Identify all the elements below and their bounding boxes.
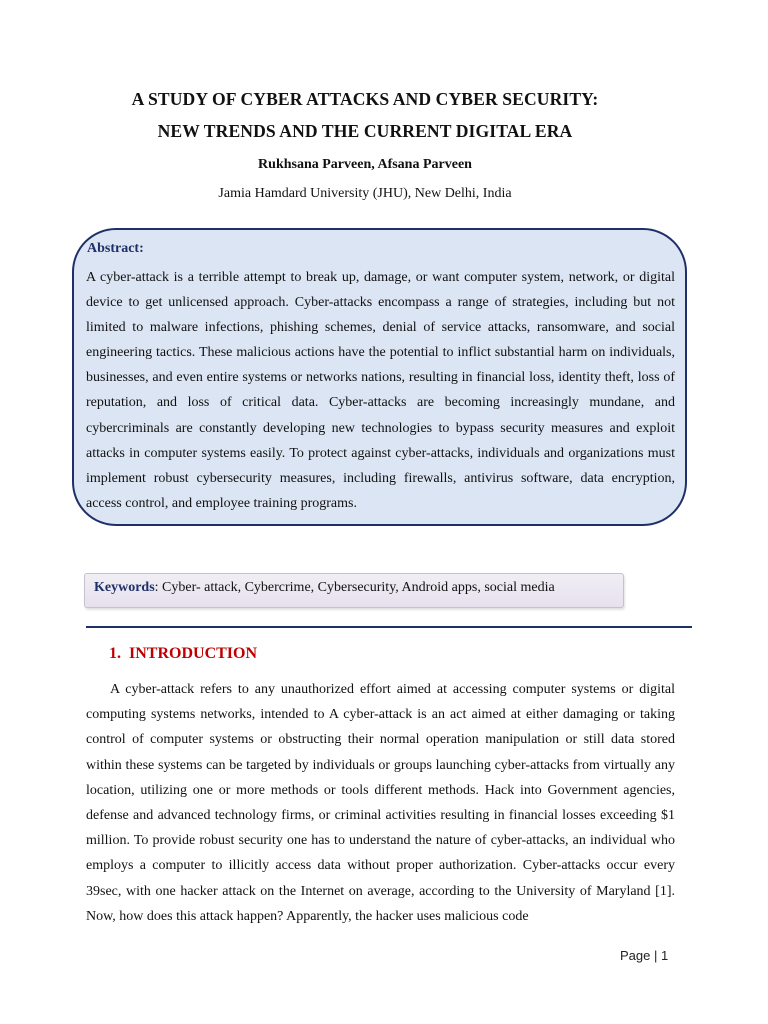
authors: Rukhsana Parveen, Afsana Parveen <box>258 157 472 172</box>
keywords-list: : Cyber- attack, Cybercrime, Cybersecurity, Android apps, social media <box>154 580 555 595</box>
keywords-line <box>94 580 555 596</box>
paper-title-line-2: NEW TRENDS AND THE CURRENT DIGITAL ERA <box>157 121 573 141</box>
introduction-body: A cyber-attack refers to any unauthorized effort aimed at accessing computer systems or digital computing systems networks, intended to A cyber-attack is an act aimed at either damaging or taking control of computer systems or obstructing their normal operation manipulation or still data stored within these systems can be targeted by individuals or groups launching cyber-attacks from virtually any location, utilizing one or more methods or tools different methods. Hack into Government agencies, defense and advanced technology firms, or criminal activities resulting in financial losses exceeding $1 million. To provide robust security one has to understand the nature of cyber-attacks, an individual who employs a computer to illicitly access data without proper authorization. Cyber-attacks occur every 39sec, with one hacker attack on the Internet on average, according to the University of Maryland [1]. Now, how does this attack happen? Apparently, the hacker uses malicious code <box>86 682 675 924</box>
affiliation: Jamia Hamdard University (JHU), New Delhi, India <box>218 186 512 201</box>
page-number: Page | 1 <box>620 948 669 963</box>
keywords-box <box>84 573 624 608</box>
abstract-body: A cyber-attack is a terrible attempt to break up, damage, or want computer system, network, or digital device to get unlicensed approach. Cyber-attacks encompass a range of strategies, including but not limited to malware infections, phishing schemes, denial of service attacks, ransomware, and social engineering tactics. These malicious actions have the potential to inflict substantial harm on individuals, businesses, and even entire systems or networks nations, resulting in financial loss, identity theft, loss of reputation, and loss of critical data. Cyber-attacks are becoming increasingly mundane, and cybercriminals are constantly developing new technologies to bypass security measures and exploit attacks in computer systems easily. To protect against cyber-attacks, individuals and organizations must implement robust cybersecurity measures, including firewalls, antivirus software, data encryption, access control, and employee training programs. <box>86 270 675 511</box>
section-heading-introduction <box>109 645 257 663</box>
keywords-label: Keywords <box>94 580 155 595</box>
section-divider <box>86 626 692 628</box>
section-title: INTRODUCTION <box>129 645 258 662</box>
paper-title-line-1: A STUDY OF CYBER ATTACKS AND CYBER SECURITY: <box>131 89 599 109</box>
section-number: 1. <box>109 645 121 662</box>
abstract-heading: Abstract: <box>87 241 144 256</box>
